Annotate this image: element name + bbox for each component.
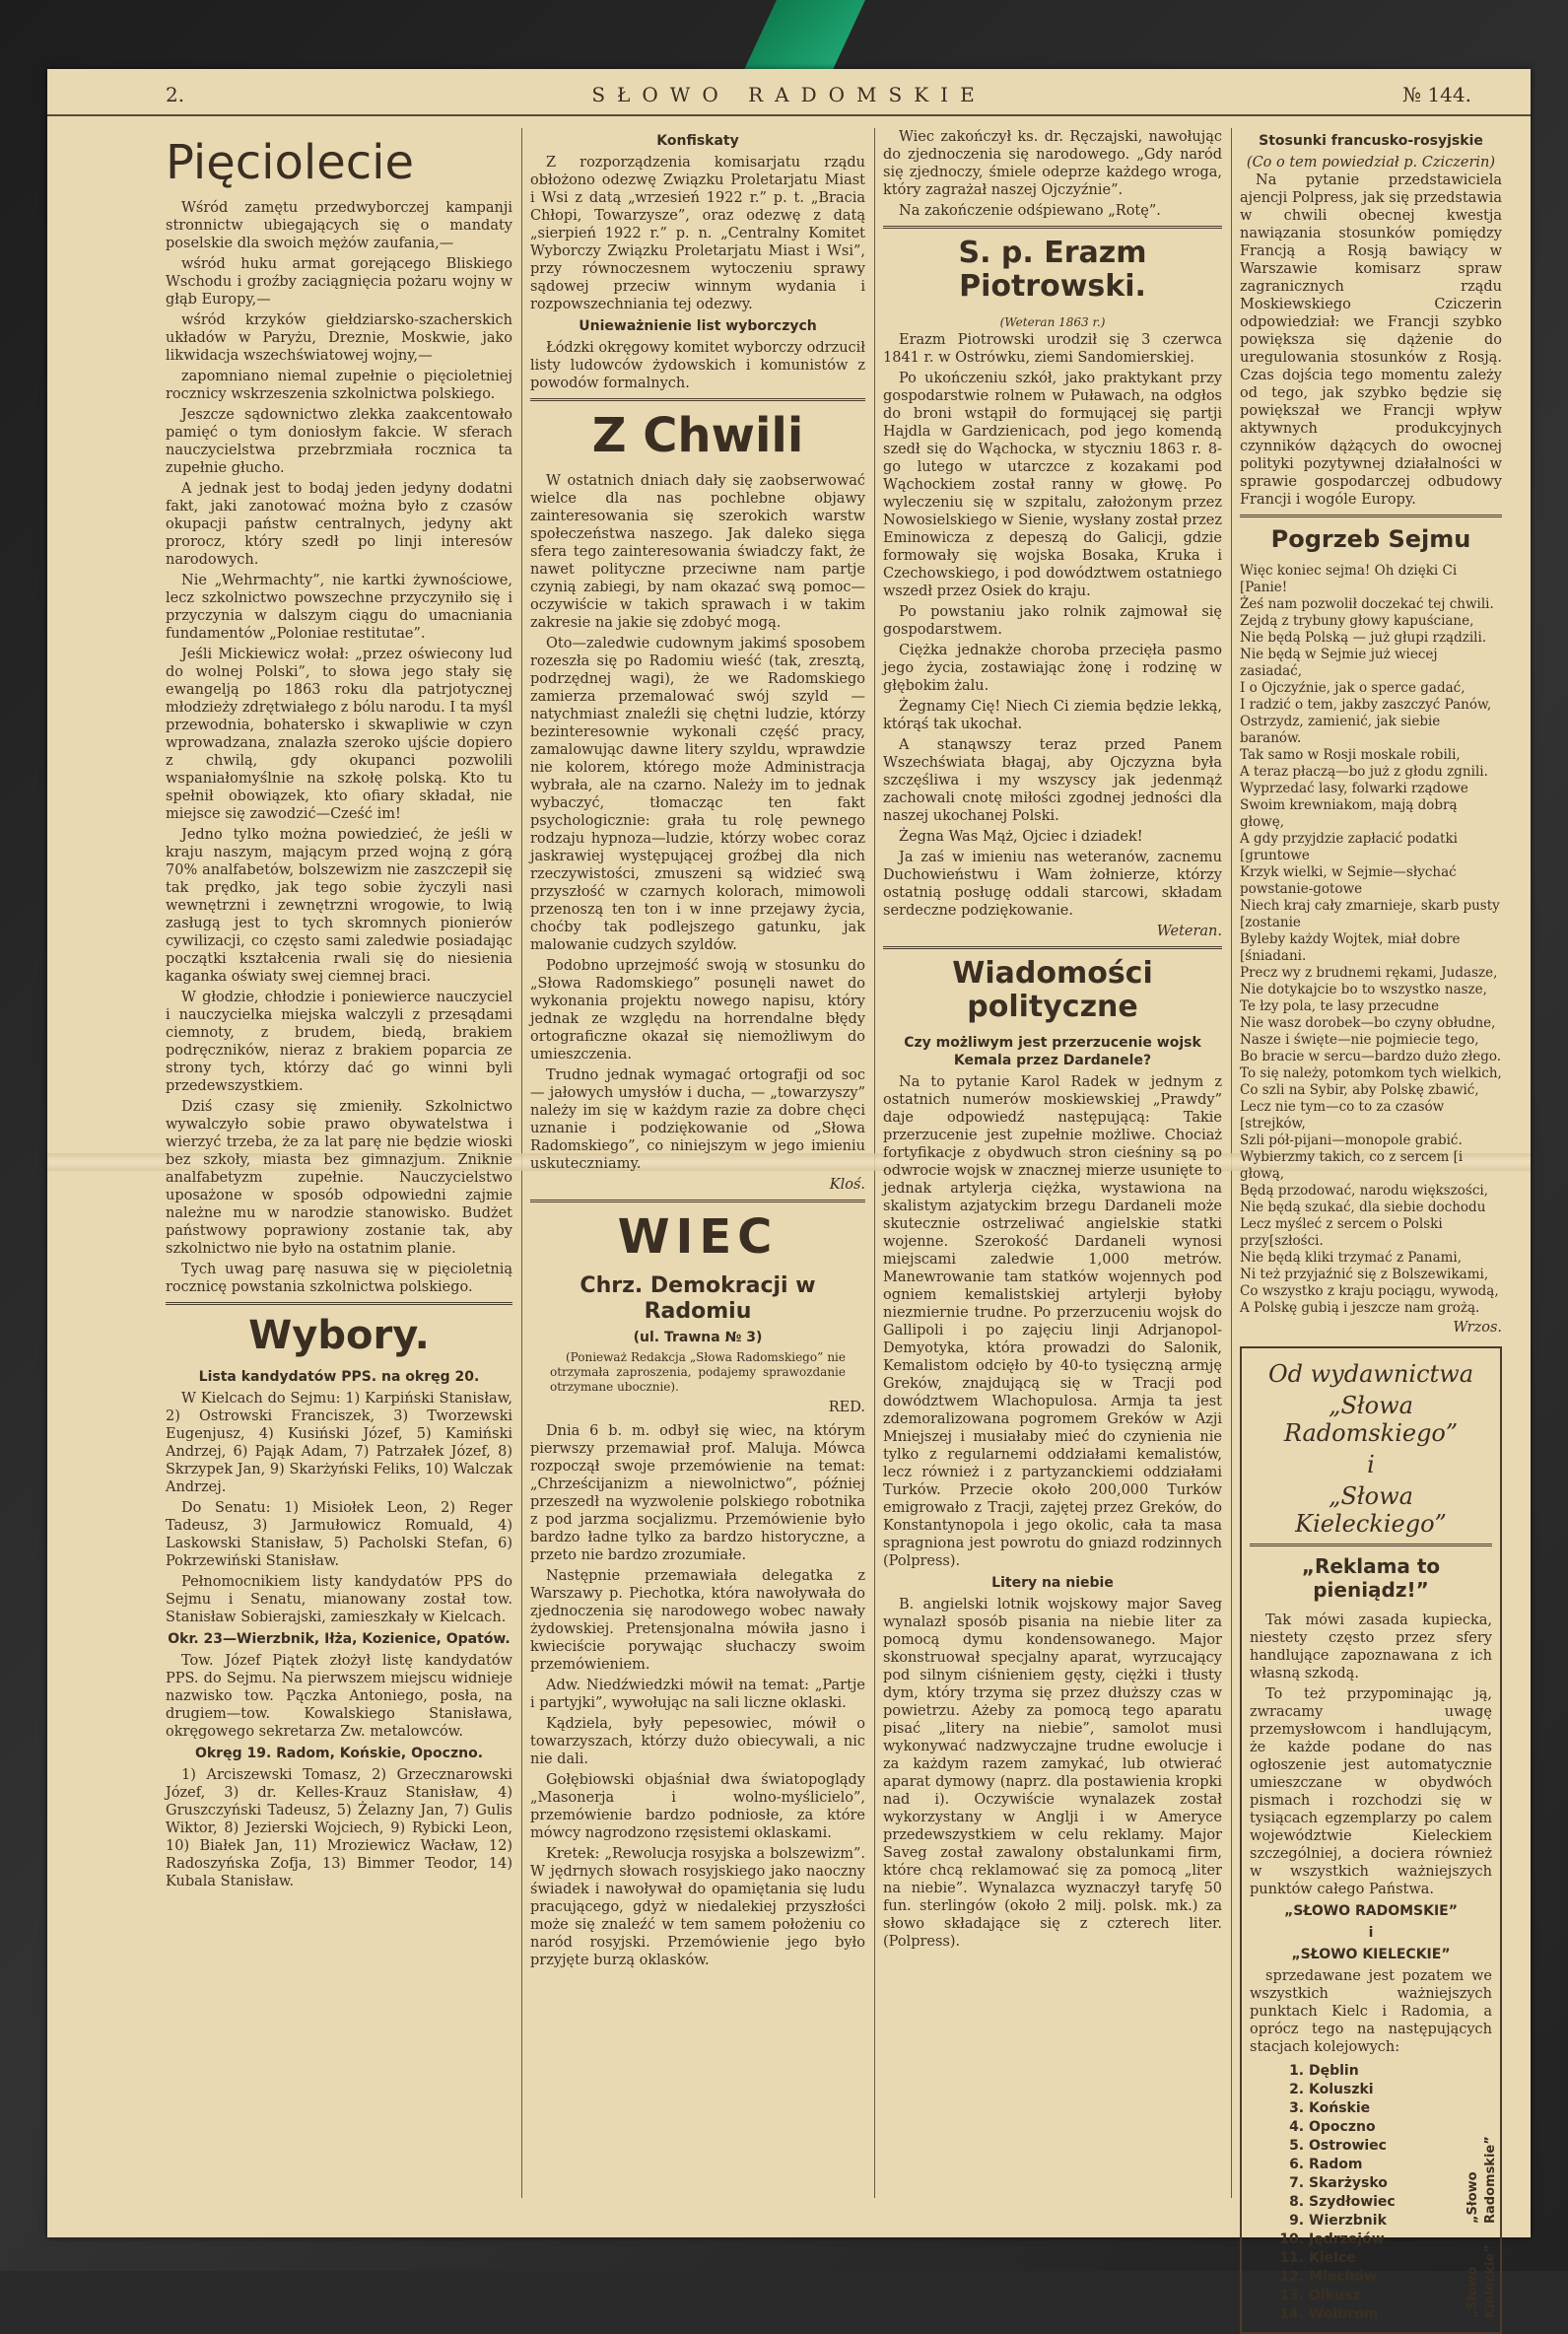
station: 13. Olkusz [1309,2287,1492,2304]
paragraph: Żegna Was Mąż, Ojciec i dziadek! [899,829,1143,845]
article-title-pieciolecie: Pięciolecie [166,135,414,190]
paragraph: A stanąwszy teraz przed Panem Wszechświata błagaj, aby Ojczyzna była szczęśliwa i my wszyscy jak jedenmąż zachowali cnotę miłości zgodnej jedności dla naszej ukochanej Polski. [883,737,1222,824]
poem-line: I radzić o tem, jakby zaszczyć Panów, [1240,697,1492,713]
paper-name-joiner: i [1368,1925,1374,1941]
poem-line: Będą przodować, narodu większości, [1240,1183,1489,1199]
paragraph: Erazm Piotrowski urodził się 3 czerwca 1841 r. w Ostrówku, ziemi Sandomierskiej. [883,332,1222,366]
paragraph: Następnie przemawiała delegatka z Warszawy p. Piechotka, która nawoływała do zjednoczenia się narodowego wobec nawały żydowskiej. Pretensjonalna mówiła jasno i kwieciście porywając słuchaczy swoim przemówieniem. [530,1568,865,1673]
signature: Weteran. [1156,924,1222,939]
article-title-wybory: Wybory. [248,1313,430,1358]
poem-line: Te łzy pola, te lasy przecudne [1240,998,1440,1014]
paragraph: A jednak jest to bodaj jeden jedyny dodatni fakt, jaki zanotować można było z czasów okupacji państw centralnych, jedyny akt prorocz, który szedł po linji interesów narodowych. [166,481,512,568]
poem-line: A gdy przyjdzie zapłacić podatki [gruntowe [1240,831,1458,863]
paragraph: Tow. Józef Piątek złożył listę kandydatów PPS. do Sejmu. Na pierwszem miejscu widnieje nazwisko tow. Pączka Antoniego, posła, na drugiem—tow. Kowalskiego Stanisława, okręgowego sekretarza Zw. metalowców. [166,1653,512,1740]
paper-name: „SŁOWO RADOMSKIE” [1284,1903,1458,1919]
article-subtitle: Konfiskaty [656,133,739,149]
paragraph: zapomniano niemal zupełnie o pięcioletniej rocznicy wskrzeszenia szkolnictwa polskiego. [166,369,512,402]
poem-line: A teraz płaczą—bo już z głodu zgnili. [1240,764,1488,780]
station: 7. Skarżysko [1309,2174,1492,2192]
paragraph: Podobno uprzejmość swoją w stosunku do „Słowa Radomskiego” posunęli nawet do wykonania projektu nowego napisu, który jednak ze względu na horrendalne błędy ortograficzne okazał się niemożliwym do umieszczenia. [530,958,865,1063]
paragraph: B. angielski lotnik wojskowy major Saveg wynalazł sposób pisania na niebie liter za pomocą dymu kondensowanego. Major skonstruował specjalny aparat, wyrzucający pod silnym ciśnieniem gęsty, ciężki i tłusty dym, który trzyma się przez dłuższy czas w powietrzu. Ażeby za pomocą tego aparatu pisać „litery na niebie”, samolot musi wykonywać nadzwyczajne trudne ewolucje i za każdym razem zamykać, lub otwierać aparat dymowy (naprz. dla postawienia kropki nad i). Oczywiście wynalazek został wykorzystany w Anglji i w Ameryce przedewszystkiem w celu reklamy. Major Saveg został zawalony obstalunkami firm, które chcą reklamować się za pomocą „liter na niebie”. Wynalazca wyznaczył taryfę 50 fun. sterlingów (około 2 milj. polsk. mk.) za słowo składające się z czterech liter. (Polpress). [883,1597,1222,1950]
poem-line: Co szli na Sybir, aby Polskę zbawić, [1240,1082,1479,1098]
paragraph: Do Senatu: 1) Misiołek Leon, 2) Reger Tadeusz, 3) Jarmułowicz Romuald, 4) Laskowski Stanisław, 5) Pacholski Stefan, 6) Pokrzewiński Stanisław. [166,1500,512,1569]
paragraph: Na to pytanie Karol Radek w jednym z ostatnich numerów moskiewskiej „Prawdy” daje odpowiedź następującą: Takie przerzucenie jest zupełnie możliwe. Chociaż fortyfikacje z obydwuch stron cieśniny są po odwrocie wojsk w znacznej mierze usunięte to jednak artylerja ciężka, wystawiona na skalistym azjatyckim brzegu Dardaneli może skutecznie ostrzeliwać angielskie statki wojenne. Szerokość Dardaneli wynosi miejscami zaledwie 1,000 metrów. Manewrowanie tam statków wojennych pod ogniem kemalistskiej artylerji byłoby niezmiernie trudne. Po przerzuceniu wojsk do Gallipoli i po zajęciu linji Adrjanopol-Demyotyka, która prowadzi do Salonik, Kemalistom odcięło by 40-to tysięczną armję Greków, znajdującą się w Tracji pod dowództwem Wlachopulosa. Armja ta jest zdemoralizowana pogromem Greków w Azji Mniejszej i musiałaby mieć do czynienia nie tylko z regularnemi oddziałami kemalistów, lecz również i z partyzanckiemi oddziałami Turków. Przecie około 200,000 Turków emigrowało z Tracji, zajętej przez Greków, do Konstantynopola i jego okolic, cała ta masa spragniona jest powrotu do gniazd rodzinnych (Polpress). [883,1074,1222,1569]
station: 8. Szydłowiec [1309,2193,1492,2211]
paragraph: Ciężka jednakże choroba przecięła pasmo jego życia, zostawiając żonę i rodzinę w głębokim żalu. [883,643,1222,694]
station: 3. Końskie [1309,2099,1492,2117]
divider [1250,1544,1492,1546]
poem-line: Nie wasz dorobek—bo czyny obłudne, [1240,1015,1496,1031]
poem-line: Żeś nam pozwolił doczekać tej chwili. [1240,596,1494,612]
paragraph: Dziś czasy się zmieniły. Szkolnictwo wywalczyło sobie prawo obywatelstwa i wierzyć trzeba, że za lat parę nie będzie wioski bez szkoły, miasta bez gimnazjum. Zniknie analfabetyzm zupełnie. Nauczycielstwo uposażone w sposób odpowiedni zajmie należne mu w narodzie stanowisko. Budżet państwowy poprawiony zostanie tak, aby szkolnictwo nie było na ostatnim planie. [166,1099,512,1257]
article-subtitle: (Weteran 1863 r.) [999,315,1106,329]
paragraph: Jeszcze sądownictwo zlekka zaakcentowało pamięć o tym doniosłym fakcie. W sferach nauczycielstwa przebrzmiała rocznica ta zupełnie głucho. [166,407,512,476]
poem-line: Niech kraj cały zmarnieje, skarb pusty [zostanie [1240,898,1500,930]
poem-line: I o Ojczyźnie, jak o sperce gadać, [1240,680,1466,696]
poem-line: Krzyk wielki, w Sejmie—słychać powstanie-gotowe [1240,864,1457,897]
column-3 [883,128,1222,1954]
box-title: Od wydawnictwa [1267,1360,1474,1388]
column-1 [166,128,512,1893]
divider [530,398,865,401]
publisher-box [1240,1346,1502,2334]
article-subtitle: Litery na niebie [991,1575,1114,1591]
poem-line: Wybierzmy takich, co z sercem [i głową, [1240,1149,1464,1182]
station: 9. Wierzbnik [1309,2212,1492,2230]
station: 14. Wolbrom [1309,2305,1492,2323]
poem-line: Więc koniec sejma! Oh dzięki Ci [Panie! [1240,563,1458,595]
article-subtitle: (Co o tem powiedział p. Cziczerin) [1246,155,1496,171]
poem-line: Ni też przyjaźnić się z Bolszewikami, [1240,1267,1489,1282]
paragraph: sprzedawane jest pozatem we wszystkich ważniejszych punktach Kielc i Radomia, a oprócz tego na następujących stacjach kolejowych: [1250,1968,1492,2055]
paragraph: wśród huku armat gorejącego Bliskiego Wschodu i groźby zaciągnięcia pożaru wojny w głąb Europy,— [166,256,512,308]
article-title-wiec: WIEC [617,1209,779,1265]
signature: Wrzos. [1453,1320,1502,1336]
poem-line: Tak samo w Rosji moskale robili, [1240,747,1461,763]
station-list [1269,2062,1492,2323]
poem-line: Szli pół-pijani—monopole grabić. [1240,1133,1463,1148]
station: 10. Jędrzejów [1309,2231,1492,2248]
article-subtitle: Czy możliwym jest przerzucenie wojsk Kemala przez Dardanele? [904,1035,1201,1068]
paragraph: W głodzie, chłodzie i poniewierce nauczyciel i nauczycielka miejska walczyli z przesądami ciemnoty, z brudem, biedą, brakiem podręczników, nieraz z brakiem poparcia ze strony tych, którzy dać go winni byli przedewszystkiem. [166,990,512,1094]
paragraph: Tych uwag parę nasuwa się w pięcioletnią rocznicę powstania szkolnictwa polskiego. [166,1262,512,1295]
poem-line: Nie będą Polską — już głupi rządzili. [1240,630,1487,646]
poem-line: Bo bracie w sercu—bardzo dużo złego. [1240,1049,1502,1064]
article-title-z-chwili: Z Chwili [591,408,804,463]
divider [530,1200,865,1202]
paragraph: Pełnomocnikiem listy kandydatów PPS do Sejmu i Senatu, mianowany został tow. Stanisław Sobierajski, zamieszkały w Kielcach. [166,1574,512,1625]
poem-line: Lecz myśleć z sercem o Polski przy[szłości. [1240,1216,1443,1249]
column-4 [1240,128,1502,2334]
divider [166,1302,512,1305]
paragraph: Po powstaniu jako rolnik zajmował się gospodarstwem. [883,604,1222,638]
article-subtitle: Stosunki francusko-rosyjskie [1259,133,1483,149]
paragraph: Łódzki okręgowy komitet wyborczy odrzucił listy ludowców żydowskich i komunistów z powodów formalnych. [530,340,865,391]
paragraph: Jedno tylko można powiedzieć, że jeśli w kraju naszym, mającym przed wojną z górą 70% analfabetów, bolszewizm nie zaszczepił się tak prędko, jak tego sobie życzyli nasi wewnętrzni i zewnętrzni wrogowie, to lwią zasługą jest to tych skromnych pionierów cywilizacji, co często sami zaledwie posiadając początki kształcenia rwali się do niesienia kaganka oświaty swej ciemnej braci. [166,827,512,985]
station: 2. Koluszki [1309,2081,1492,2098]
paragraph: Na zakończenie odśpiewano „Rotę”. [899,203,1161,219]
station: 6. Radom [1309,2156,1492,2173]
poem-line: Ostrzydz, zamienić, jak siebie baranów. [1240,714,1441,746]
article-subtitle: Unieważnienie list wyborczych [579,318,817,334]
page-header [47,69,1531,116]
article-title-pogrzeb: Pogrzeb Sejmu [1270,525,1471,553]
paragraph: Gołębiowski objaśniał dwa światopoglądy „Masonerja i wolno-myślicielo”, przemówienie bardzo podniosłe, za które mówcy nagrodzono rzęsistemi oklaskami. [530,1772,865,1841]
article-subtitle: (ul. Trawna № 3) [633,1330,763,1345]
paragraph: To też przypominając ją, zwracamy uwagę przemysłowcom i handlującym, że każde podane do nas ogłoszenie jest automatycznie umieszczane w obydwóch pismach i rozchodzi się w tysiącach egzemplarzy po calem województwie Kieleckiem szczególniej, a dociera również w wszystkich ważniejszych punktów całego Państwa. [1250,1686,1492,1897]
divider [883,946,1222,949]
editorial-note: (Ponieważ Redakcja „Słowa Radomskiego” nie otrzymała zaproszenia, podajemy sprawozdanie otrzymane ubocznie). [550,1350,846,1394]
poem-line: A Polskę gubią i jeszcze nam grożą. [1240,1300,1480,1316]
article-title-obituary: S. p. Erazm Piotrowski. [958,236,1147,304]
paragraph: Wśród zamętu przedwyborczej kampanji stronnictw ubiegających się o mandaty poselskie dla swoich mężów zaufania,— [166,200,512,251]
newspaper-title: SŁOWO RADOMSKIE [591,83,987,106]
box-title: „Słowa Radomskiego” [1283,1392,1459,1447]
paragraph: Wiec zakończył ks. dr. Ręczajski, nawołując do zjednoczenia się narodowego. „Gdy naród się zjednoczy, śmiele odeprze każdego wroga, który zagrażał naszej Ojczyźnie”. [883,129,1222,198]
poem-line: Nie będą szukać, dla siebie dochodu [1240,1200,1486,1215]
poem-line: Wyprzedać lasy, folwarki rządowe [1240,781,1468,796]
paragraph: Oto—zaledwie cudownym jakimś sposobem rozeszła się po Radomiu wieść (tak, zresztą, podrzędnej wagi), że we Radomskiego zamierza przemalować swój szyld — natychmiast znaleźli się chętni ludzie, którzy bezinteresownie wykonali część pracy, zamalowując dawne litery szyldu, wprawdzie nie kolorem, którego może Administracja wybrała, ale na czarno. Należy im to jednak wybaczyć, tłomacząc ten fakt psychologicznie: grała tu rolę pewnego rodzaju hypnoza—ludzie, którzy wobec coraz jaskrawiej występującej groźbej dla nich rzeczywistości, zmuszeni są widzieć swą przyszłość w czarnych kolorach, mimowoli przenoszą ten ton i w inne przejawy życia, choćby tak podlejszego gatunku, jak malowanie cudzych szyldów. [530,636,865,953]
article-title-reklama: „Reklama to pieniądz!” [1301,1554,1441,1602]
paragraph: Kretek: „Rewolucja rosyjska a bolszewizm”. W jędrnych słowach rosyjskiego jako naoczny świadek i nawoływał do opamiętania się ludu pracującego, gdyż w niedalekiej przyszłości może się znaleźć w tem samem położeniu co naród rosyjski. Przemówienie jego było przyjęte burzą oklasków. [530,1846,865,1968]
station: 4. Opoczno [1309,2118,1492,2136]
column-2 [530,128,865,1972]
poem-line: Swoim krewniakom, mają dobrą głowę, [1240,797,1458,830]
paragraph: Trudno jednak wymagać ortografji od soc — jałowych umysłów i ducha, — „towarzyszy” należy im się w każdym razie za dobre chęci uznanie i podziękowanie od „Słowa Radomskiego”, co niniejszym w jego imieniu uskuteczniamy. [530,1067,865,1172]
signature: Kloś. [829,1177,865,1193]
poem-line: Lecz nie tym—co to za czasów [strejków, [1240,1099,1445,1132]
district-heading: Okr. 23—Wierzbnik, Iłża, Kozienice, Opatów. [168,1631,511,1647]
paragraph: Ja zaś w imieniu nas weteranów, zacnemu Duchowieństwu i Wam żołnierze, którzy ostatnią posługę oddali starcowi, składam serdeczne podziękowanie. [883,850,1222,919]
paragraph: Tak mówi zasada kupiecka, niestety często przez sfery handlujące zapoznawana z ich własną szkodą. [1250,1613,1492,1682]
poem-line: Nie będą w Sejmie już wiecej zasiadać, [1240,647,1438,679]
poem-line: Nie dotykajcie bo to wszystko nasze, [1240,982,1487,997]
paragraph: Nie „Wehrmachty”, nie kartki żywnościowe, lecz szkolnictwo powszechne przyczyniło się i przyczynia w dalszym ciągu do umacniania fundamentów „Poloniae restitutae”. [166,573,512,642]
poem-line: Byleby każdy Wojtek, miał dobre [śniadani. [1240,931,1461,964]
poem-line: Nie będą kliki trzymać z Panami, [1240,1250,1463,1266]
paper-name: „SŁOWO KIELECKIE” [1291,1947,1451,1962]
editor-mark: RED. [828,1400,865,1415]
vertical-label-radom: „Słowo Radomskie” [1466,2136,1498,2225]
poem-line: Precz wy z brudnemi rękami, Judasze, [1240,965,1498,981]
divider [1240,515,1502,517]
poem [1240,563,1502,1317]
paragraph: Dnia 6 b. m. odbył się wiec, na którym pierwszy przemawiał prof. Maluja. Mówca rozpoczął swoje przemówienie na temat: „Chrześcijanizm a niewolnictwo”, później przeszedł na wyzwolenie polskiego robotnika z pod jarzma socjalizmu. Przemówienie było bardzo ładne tylko za bardzo historyczne, a przeto nie bardzo zrozumiałe. [530,1423,865,1563]
box-title: „Słowa Kieleckiego” [1295,1482,1447,1538]
issue-number: № 144. [1402,83,1471,106]
poem-line: Nasze i święte—nie pojmiecie tego, [1240,1032,1479,1048]
article-subtitle: Lista kandydatów PPS. na okręg 20. [198,1369,480,1385]
paragraph: 1) Arciszewski Tomasz, 2) Grzecznarowski Józef, 3) dr. Kelles-Krauz Stanisław, 4) Gruszczyński Tadeusz, 5) Żelazny Jan, 7) Gulis Wiktor, 8) Jezierski Wojciech, 9) Rybicki Leon, 10) Białek Jan, 11) Mroziewicz Wacław, 12) Radoszyńska Zofja, 13) Bimmer Teodor, 14) Kubala Stanisław. [166,1767,512,1889]
paragraph: W Kielcach do Sejmu: 1) Karpiński Stanisław, 2) Ostrowski Franciszek, 3) Tworzewski Eugenjusz, 4) Kusiński Józef, 5) Kamiński Andrzej, 6) Pająk Adam, 7) Patrzałek Józef, 8) Skrzypek Jan, 9) Skarżyński Feliks, 10) Walczak Andrzej. [166,1391,512,1495]
paragraph: Po ukończeniu szkół, jako praktykant przy gospodarstwie rolnem w Puławach, na odgłos do broni wstąpił do formującej się partji Hajdla w Gardzienicach, pod jego komendą szedł się do Wąchocka, w styczniu 1863 r. 8-go lutego w utarczce z kozakami pod Wąchockiem został ranny w głowę. Po wyleczeniu się w szpitalu, założonym przez Nowosielskiego w Sienie, wysłany został przez Eminowicza z depeszą do Galicji, gdzie formowały się wojska Bosaka, Kruka i Czechowskiego, i pod dowództwem ostatniego wszedł przez Osiek do kraju. [883,371,1222,599]
article-title-political-news: Wiadomości polityczne [952,956,1153,1024]
station: 5. Ostrowiec [1309,2137,1492,2155]
paragraph: Kądziela, były pepesowiec, mówił o towarzyszach, którzy dużo obiecywali, a nic nie dali. [530,1716,865,1767]
paragraph: wśród krzyków giełdziarsko-szacherskich układów w Paryżu, Dreznie, Moskwie, jako likwidacja wszechświatowej wojny,— [166,312,512,364]
page-number: 2. [166,83,185,106]
paragraph: W ostatnich dniach dały się zaobserwować wielce dla nas pochlebne objawy zainteresowania się szerokich warstw społeczeństwa naszego. Jak daleko sięga sfera tego zainteresowania świadczy fakt, że nawet polityczne przeciwne nam partje czynią zabiegi, by nam okazać swą pomoc—oczywiście w takich sprawach i w takim zakresie na jakie się zdobyć mogą. [530,473,865,631]
divider [883,226,1222,229]
district-heading: Okręg 19. Radom, Końskie, Opoczno. [194,1746,484,1761]
station: 1. Dęblin [1309,2062,1492,2080]
paragraph: Żegnamy Cię! Niech Ci ziemia będzie lekką, którąś tak ukochał. [883,699,1222,732]
box-title: i [1367,1451,1375,1478]
newspaper-page [47,69,1531,2322]
paragraph: Na pytanie przedstawiciela ajencji Polpress, jak się przedstawia w chwili obecnej kwestja nawiązania stosunków pomiędzy Francją a Rosją bawiący w Warszawie komisarz spraw zagranicznych rządu Moskiewskiego Cziczerin odpowiedział: we Francji szybko powiększa się dążenie do uregulowania stosunków z Rosją. Czas dojścia tego momentu zależy od tego, jak szybko będzie się powiększał we Francji wpływ aktywnych produkcyjnych czynników dążących do owocnej polityki pozytywnej działalności w sprawie gospodarczej odbudowy Francji i wogóle Europy. [1240,172,1502,508]
poem-line: Co wszystko z kraju pociągu, wywodą, [1240,1283,1499,1299]
poem-line: Zejdą z trybuny głowy kapuściane, [1240,613,1474,629]
station: 11. Kielce [1309,2249,1492,2267]
article-subtitle: Chrz. Demokracji w Radomiu [579,1273,816,1324]
paragraph: Jeśli Mickiewicz wołał: „przez oświecony lud do wolnej Polski”, to słowa jego stały się ewangelją po 1863 roku dla patrjotycznej młodzieży zdrętwiałego z bólu narodu. I ta myśl przewodnia, bohatersko i skwapliwie w czyn wprowadzana, znalazła szeroko ujście dopiero z chwilą, gdy okupanci pozwolili wspaniałomyślnie na szkołę polską. Kto tu spełnił obowiązek, kto ofiary składał, nie miejsce się zawodzić—Cześć im! [166,647,512,822]
vertical-label-kielce: „Słowo Kieleckie” [1466,2243,1498,2318]
paragraph: Z rozporządzenia komisarjatu rządu obłożono odezwę Związku Proletarjatu Miast i Wsi z datą „wrzesień 1922 r.” p. t. „Bracia Chłopi, Towarzysze”, oraz odezwę z datą „sierpień 1922 r.” p. n. „Centralny Komitet Wyborczy Związku Proletarjatu Miast i Wsi”, przy równoczesnem wytoczeniu sprawy sądowej przeciw winnym wydania i rozpowszechniania tej odezwy. [530,155,865,312]
paragraph: Adw. Niedźwiedzki mówił na temat: „Partje i partyjki”, wywołując na sali liczne oklaski. [530,1678,865,1711]
station: 12. Miechów [1309,2268,1492,2286]
poem-line: To się należy, potomkom tych wielkich, [1240,1065,1502,1081]
